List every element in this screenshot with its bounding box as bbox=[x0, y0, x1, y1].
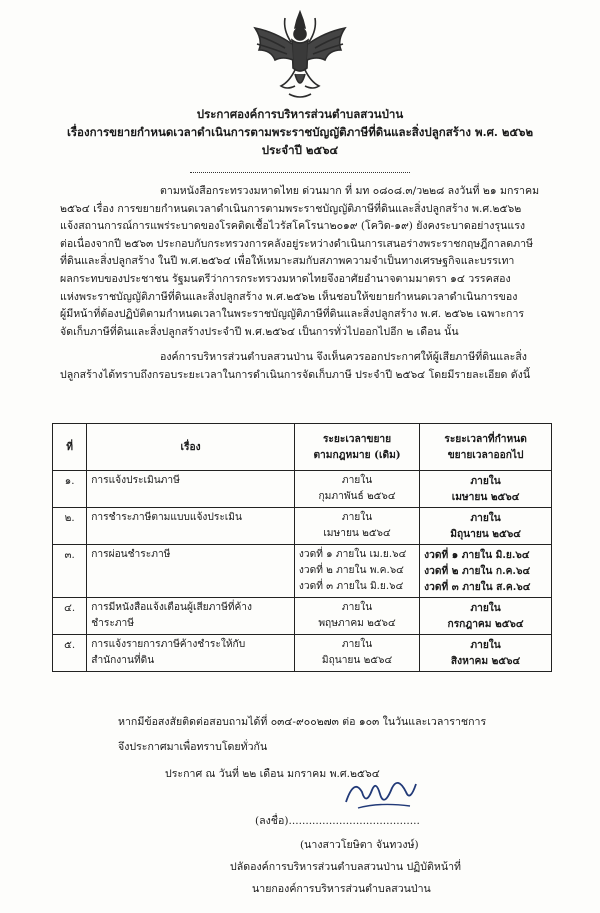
row-subject bbox=[87, 508, 295, 545]
row-new-line: งวดที่ ๒ ภายใน ก.ค.๖๔ bbox=[424, 565, 531, 577]
paragraph-line: องค์การบริหารส่วนตำบลสวนป่าน จึงเห็นควรออกประกาศให้ผู้เสียภาษีที่ดินและสิ่ง bbox=[160, 351, 527, 363]
org-heading: ประกาศองค์การบริหารส่วนตำบลสวนป่าน bbox=[196, 107, 404, 121]
row-new-period bbox=[420, 471, 552, 508]
row-old-period bbox=[294, 545, 419, 598]
row-subject bbox=[87, 471, 295, 508]
row-new-line: มิถุนายน ๒๕๖๔ bbox=[450, 528, 521, 540]
header-subject: เรื่อง bbox=[87, 424, 295, 471]
row-old-period bbox=[294, 508, 419, 545]
row-new-line: ภายใน bbox=[470, 602, 501, 614]
date-line: ประกาศ ณ วันที่ ๒๒ เดือน มกราคม พ.ศ.๒๕๖๔ bbox=[165, 768, 380, 780]
row-new-period bbox=[420, 635, 552, 672]
table-row bbox=[53, 508, 552, 545]
row-new-period bbox=[420, 545, 552, 598]
row-subject-line: สำนักงานที่ดิน bbox=[91, 655, 155, 666]
paragraph-line: ที่ดินและสิ่งปลูกสร้าง ในปี พ.ศ.๒๕๖๔ เพื่อให้เหมาะสมกับสภาพความจำเป็นทางเศรษฐกิจและบรรเทา bbox=[60, 255, 515, 268]
table-row bbox=[53, 598, 552, 635]
row-new-line: ภายใน bbox=[470, 639, 501, 651]
year-heading: ประจำปี ๒๕๖๔ bbox=[261, 143, 339, 157]
table-row bbox=[53, 635, 552, 672]
row-subject-line: ชำระภาษี bbox=[91, 618, 134, 629]
paragraph-line: แจ้งสถานการณ์การแพร่ระบาดของโรคติดเชื้อไวรัสโคโรนา๒๐๑๙ (โควิด-๑๙) ยังคงระบาดอย่างรุนแรง bbox=[60, 220, 526, 233]
paragraph-line: ผลกระทบของประชาชน รัฐมนตรีว่าการกระทรวงมหาดไทยจึงอาศัยอำนาจตามมาตรา ๑๔ วรรคสอง bbox=[60, 272, 511, 285]
row-old-line: กุมภาพันธ์ ๒๕๖๔ bbox=[318, 491, 396, 502]
row-new-period bbox=[420, 508, 552, 545]
paragraph-line: แห่งพระราชบัญญัติภาษีที่ดินและสิ่งปลูกสร้าง พ.ศ.๒๕๖๒ เห็นชอบให้ขยายกำหนดเวลาดำเนินการของ bbox=[60, 290, 518, 303]
signer-title-1: ปลัดองค์การบริหารส่วนตำบลสวนป่าน ปฏิบัติหน้าที่ bbox=[230, 861, 462, 873]
row-new-line: สิงหาคม ๒๕๖๔ bbox=[450, 655, 521, 667]
header-old-line: ตามกฎหมาย (เดิม) bbox=[313, 449, 401, 461]
row-new-line: ภายใน bbox=[470, 512, 501, 524]
row-old-line: งวดที่ ๒ ภายใน พ.ค.๖๔ bbox=[298, 565, 404, 576]
schedule-table bbox=[52, 423, 552, 672]
row-no: ๕. bbox=[53, 635, 87, 672]
row-subject-line: การแจ้งรายการภาษีค้างชำระให้กับ bbox=[91, 639, 246, 650]
paragraph-line: ผู้มีหน้าที่ต้องปฏิบัติตามกำหนดเวลาในพระราชบัญญัติภาษีที่ดินและสิ่งปลูกสร้าง พ.ศ. ๒๕๖๒ เฉพาะการ bbox=[60, 308, 525, 321]
header-no: ที่ bbox=[53, 424, 87, 471]
row-old-line: งวดที่ ๑ ภายใน เม.ย.๖๔ bbox=[298, 549, 407, 560]
signed-line: (ลงชื่อ)....................................... bbox=[255, 815, 420, 827]
row-subject-line: การผ่อนชำระภาษี bbox=[91, 549, 171, 560]
header-old-period bbox=[294, 424, 419, 471]
row-new-line: ภายใน bbox=[470, 475, 501, 487]
row-subject-line: การมีหนังสือแจ้งเตือนผู้เสียภาษีที่ค้าง bbox=[91, 602, 253, 613]
row-old-line: ภายใน bbox=[341, 475, 373, 486]
dotted-divider bbox=[190, 172, 410, 173]
paragraph-line: ต่อเนื่องจากปี ๒๕๖๓ ประกอบกับกระทรวงการคลังอยู่ระหว่างดำเนินการเสนอร่างพระราชกฤษฎีกาลดภาษี bbox=[60, 237, 534, 250]
table-header-row bbox=[53, 424, 552, 471]
header-old-line: ระยะเวลาขยาย bbox=[322, 433, 392, 445]
table-row bbox=[53, 545, 552, 598]
row-subject bbox=[87, 598, 295, 635]
row-no: ๑. bbox=[53, 471, 87, 508]
row-subject-line: การแจ้งประเมินภาษี bbox=[91, 475, 180, 486]
row-old-line: งวดที่ ๓ ภายใน มิ.ย.๖๔ bbox=[298, 581, 404, 592]
row-new-line: เมษายน ๒๕๖๔ bbox=[451, 491, 520, 503]
row-old-period bbox=[294, 635, 419, 672]
paragraph-line: ปลูกสร้างได้ทราบถึงกรอบระยะเวลาในการดำเนินการจัดเก็บภาษี ประจำปี ๒๕๖๔ โดยมีรายละเอียด ดังนี้ bbox=[60, 368, 531, 381]
row-new-line: งวดที่ ๑ ภายใน มิ.ย.๖๔ bbox=[424, 549, 530, 561]
row-new-line: กรกฎาคม ๒๕๖๔ bbox=[447, 618, 524, 630]
row-old-line: ภายใน bbox=[341, 602, 373, 613]
row-old-line: เมษายน ๒๕๖๔ bbox=[323, 528, 391, 539]
row-subject-line: การชำระภาษีตามแบบแจ้งประเมิน bbox=[91, 512, 242, 523]
paragraph-line: ๒๕๖๔ เรื่อง การขยายกำหนดเวลาดำเนินการตามพระราชบัญญัติภาษีที่ดินและสิ่งปลูกสร้าง พ.ศ.๒๕๖๒ bbox=[60, 202, 522, 215]
row-subject bbox=[87, 545, 295, 598]
row-no: ๓. bbox=[53, 545, 87, 598]
subject-heading: เรื่องการขยายกำหนดเวลาดำเนินการตามพระราชบัญญัติภาษีที่ดินและสิ่งปลูกสร้าง พ.ศ. ๒๕๖๒ bbox=[66, 125, 534, 139]
header-new-line: ระยะเวลาที่กำหนด bbox=[444, 433, 527, 445]
header-new-line: ขยายเวลาออกไป bbox=[447, 449, 524, 461]
row-new-period bbox=[420, 598, 552, 635]
paragraph-2 bbox=[60, 349, 550, 384]
row-no: ๒. bbox=[53, 508, 87, 545]
header-new-period bbox=[420, 424, 552, 471]
row-new-line: งวดที่ ๓ ภายใน ส.ค.๖๔ bbox=[424, 581, 531, 593]
garuda-emblem-icon bbox=[245, 10, 355, 102]
row-old-period bbox=[294, 598, 419, 635]
row-no: ๔. bbox=[53, 598, 87, 635]
row-old-line: พฤษภาคม ๒๕๖๔ bbox=[318, 618, 396, 629]
row-old-line: มิถุนายน ๒๕๖๔ bbox=[321, 655, 393, 666]
paragraph-1 bbox=[60, 183, 550, 341]
signer-title-2: นายกองค์การบริหารส่วนตำบลสวนป่าน bbox=[252, 883, 431, 895]
table-row bbox=[53, 471, 552, 508]
row-old-line: ภายใน bbox=[341, 639, 373, 650]
contact-line: หากมีข้อสงสัยติดต่อสอบถามได้ที่ ๐๓๔-๙๐๐๒๗๓ ต่อ ๑๐๓ ในวันและเวลาราชการ bbox=[118, 716, 487, 728]
announce-line: จึงประกาศมาเพื่อทราบโดยทั่วกัน bbox=[118, 741, 268, 753]
row-subject bbox=[87, 635, 295, 672]
row-old-line: ภายใน bbox=[341, 512, 373, 523]
paragraph-line: จัดเก็บภาษีที่ดินและสิ่งปลูกสร้างประจำปี พ.ศ.๒๕๖๔ เป็นการทั่วไปออกไปอีก ๒ เดือน นั้น bbox=[60, 325, 459, 338]
row-old-period bbox=[294, 471, 419, 508]
signer-name: (นางสาวโยษิตา จันทวงษ์) bbox=[300, 839, 419, 851]
paragraph-line: ตามหนังสือกระทรวงมหาดไทย ด่วนมาก ที่ มท ๐๘๐๘.๓/ว๒๒๘ ลงวันที่ ๒๑ มกราคม bbox=[160, 185, 540, 197]
